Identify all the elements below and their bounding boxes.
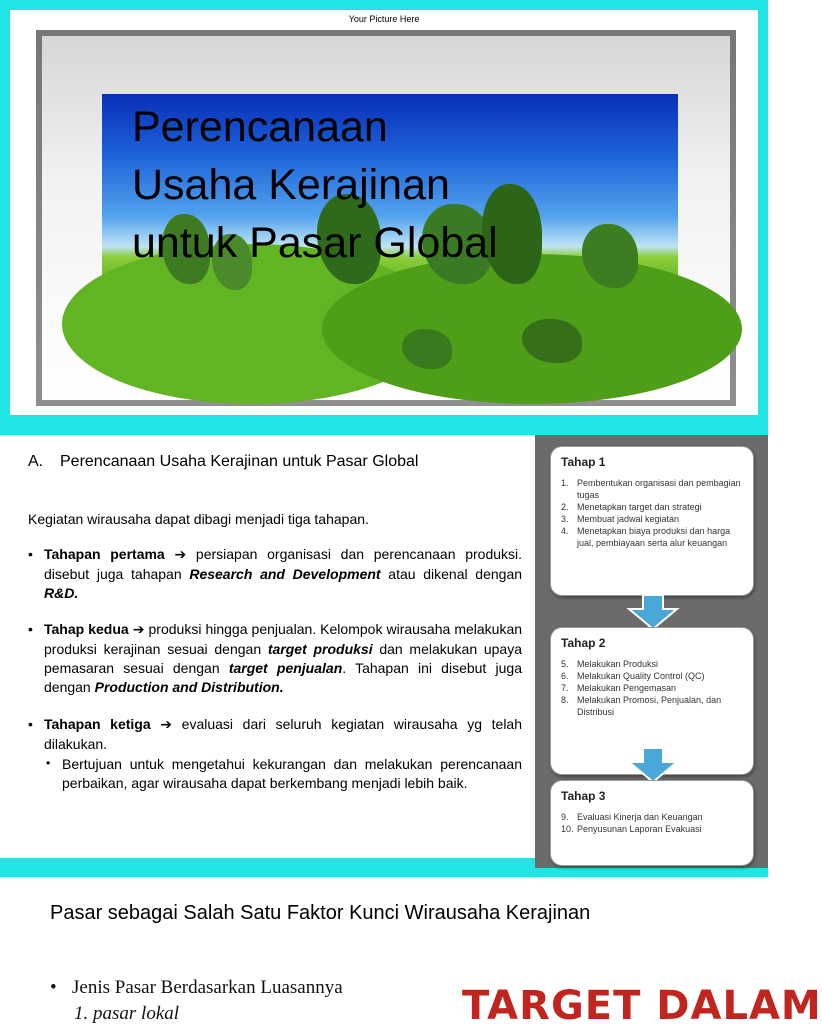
stage-box-3 (550, 780, 754, 866)
item-text: Melakukan Produksi (577, 659, 659, 669)
item-text: Menetapkan target dan strategi (577, 502, 702, 512)
item-text: Pembentukan organisasi dan pembagian tugas (577, 478, 741, 500)
bullet-text: Jenis Pasar Berdasarkan Luasannya (72, 977, 343, 998)
stage-item (561, 670, 743, 682)
item-number: 8. (561, 695, 569, 705)
item-number: 6. (561, 671, 569, 681)
stage-item (561, 501, 743, 513)
bullet-label: Tahapan ketiga (44, 716, 151, 732)
item-number: 5. (561, 659, 569, 669)
down-arrow-icon (625, 595, 681, 631)
bullet-text: persiapan organisasi dan perencanaan produksi. disebut juga tahapan (44, 546, 523, 582)
title-line: Perencanaan (132, 103, 388, 151)
market-type-bullet (50, 977, 343, 999)
picture-caption: Your Picture Here (348, 14, 420, 24)
item-number: 2. (561, 502, 569, 512)
bullet-emphasis: R&D. (44, 585, 79, 601)
market-slide (0, 877, 822, 1029)
stage-bullet (28, 715, 522, 754)
item-text: Melakukan Quality Control (QC) (577, 671, 705, 681)
bullet-emphasis: Research and Development (189, 566, 381, 582)
bullet-text: atau dikenal dengan (388, 566, 523, 582)
right-arrow-icon: ➔ (132, 622, 145, 638)
item-text: Melakukan Pengemasan (577, 683, 677, 693)
title-line: Usaha Kerajinan (132, 161, 450, 209)
sub-bullet (46, 755, 522, 793)
bullet-icon: • (28, 621, 33, 637)
stage-item (561, 682, 743, 694)
stage-item (561, 525, 743, 549)
bullet-text: evaluasi dari seluruh kegiatan wirausaha yg telah dilakukan. (44, 716, 522, 752)
bullet-emphasis: target penjualan (228, 660, 343, 676)
bullet-emphasis: target produksi (267, 641, 373, 657)
stage-title: Tahap 3 (561, 789, 606, 803)
item-number: 10. (561, 824, 574, 834)
item-text: Melakukan Promosi, Penjualan, dan Distribusi (577, 695, 722, 717)
item-text: Membuat jadwal kegiatan (577, 514, 680, 524)
item-number: 9. (561, 812, 569, 822)
bullet-icon: • (28, 716, 33, 732)
item-text: Menetapkan biaya produksi dan harga jual, pembiayaan serta alur keuangan (577, 526, 731, 548)
slide-title (132, 98, 652, 272)
item-text: Penyusunan Laporan Evakuasi (577, 824, 702, 834)
right-arrow-icon: ➔ (160, 717, 173, 733)
bullet-label: Tahapan pertama (44, 546, 165, 562)
bullet-text: . Tahapan ini disebut juga dengan (44, 660, 522, 695)
bullet-icon: • (28, 546, 33, 562)
title-slide-content (10, 10, 758, 415)
stage-bullet (28, 620, 522, 697)
item-number: 7. (561, 683, 569, 693)
section-heading (28, 453, 418, 471)
bullet-text: dan melakukan upaya pemasaran sesuai dengan (44, 641, 522, 676)
bullet-icon: • (46, 756, 51, 770)
stage-bullet (28, 545, 522, 603)
market-item: 1. pasar lokal (74, 1003, 180, 1024)
picture-mat (42, 36, 730, 400)
stage-item (561, 811, 743, 823)
bullet-emphasis: Production and Distribution. (94, 679, 284, 695)
item-number: 3. (561, 514, 569, 524)
title-slide (0, 0, 768, 425)
item-number: 1. (561, 478, 569, 488)
stages-diagram (535, 435, 768, 868)
target-heading: TARGET DALAM (462, 983, 822, 1029)
intro-text: Kegiatan wirausaha dapat dibagi menjadi tiga tahapan. (28, 511, 369, 527)
stage-item (561, 658, 743, 670)
stage-title: Tahap 2 (561, 636, 606, 650)
title-line: untuk Pasar Global (132, 219, 498, 267)
item-number: 4. (561, 526, 569, 536)
down-arrow-icon (625, 748, 681, 784)
content-slide (0, 425, 768, 877)
stage-box-1 (550, 446, 754, 596)
right-arrow-icon: ➔ (174, 547, 187, 563)
stage-item (561, 513, 743, 525)
stage-item (561, 823, 743, 835)
picture-frame (36, 30, 736, 406)
stage-item (561, 694, 743, 718)
bullet-icon: • (50, 977, 57, 998)
stage-item (561, 477, 743, 501)
stage-title: Tahap 1 (561, 455, 606, 469)
bullet-text: produksi hingga penjualan. Kelompok wirausaha melakukan produksi kerajinan sesuai dengan (44, 621, 523, 657)
slide-heading: Pasar sebagai Salah Satu Faktor Kunci Wirausaha Kerajinan (50, 902, 591, 924)
sub-bullet-text: Bertujuan untuk mengetahui kekurangan dan melakukan perencanaan perbaikan, agar wirausaha dapat berkembang menjadi lebih baik. (62, 756, 522, 791)
bullet-label: Tahap kedua (44, 621, 129, 637)
section-title: Perencanaan Usaha Kerajinan untuk Pasar Global (60, 453, 419, 470)
item-text: Evaluasi Kinerja dan Keuangan (577, 812, 703, 822)
section-number: A. (28, 453, 44, 470)
content-slide-body (0, 435, 768, 858)
